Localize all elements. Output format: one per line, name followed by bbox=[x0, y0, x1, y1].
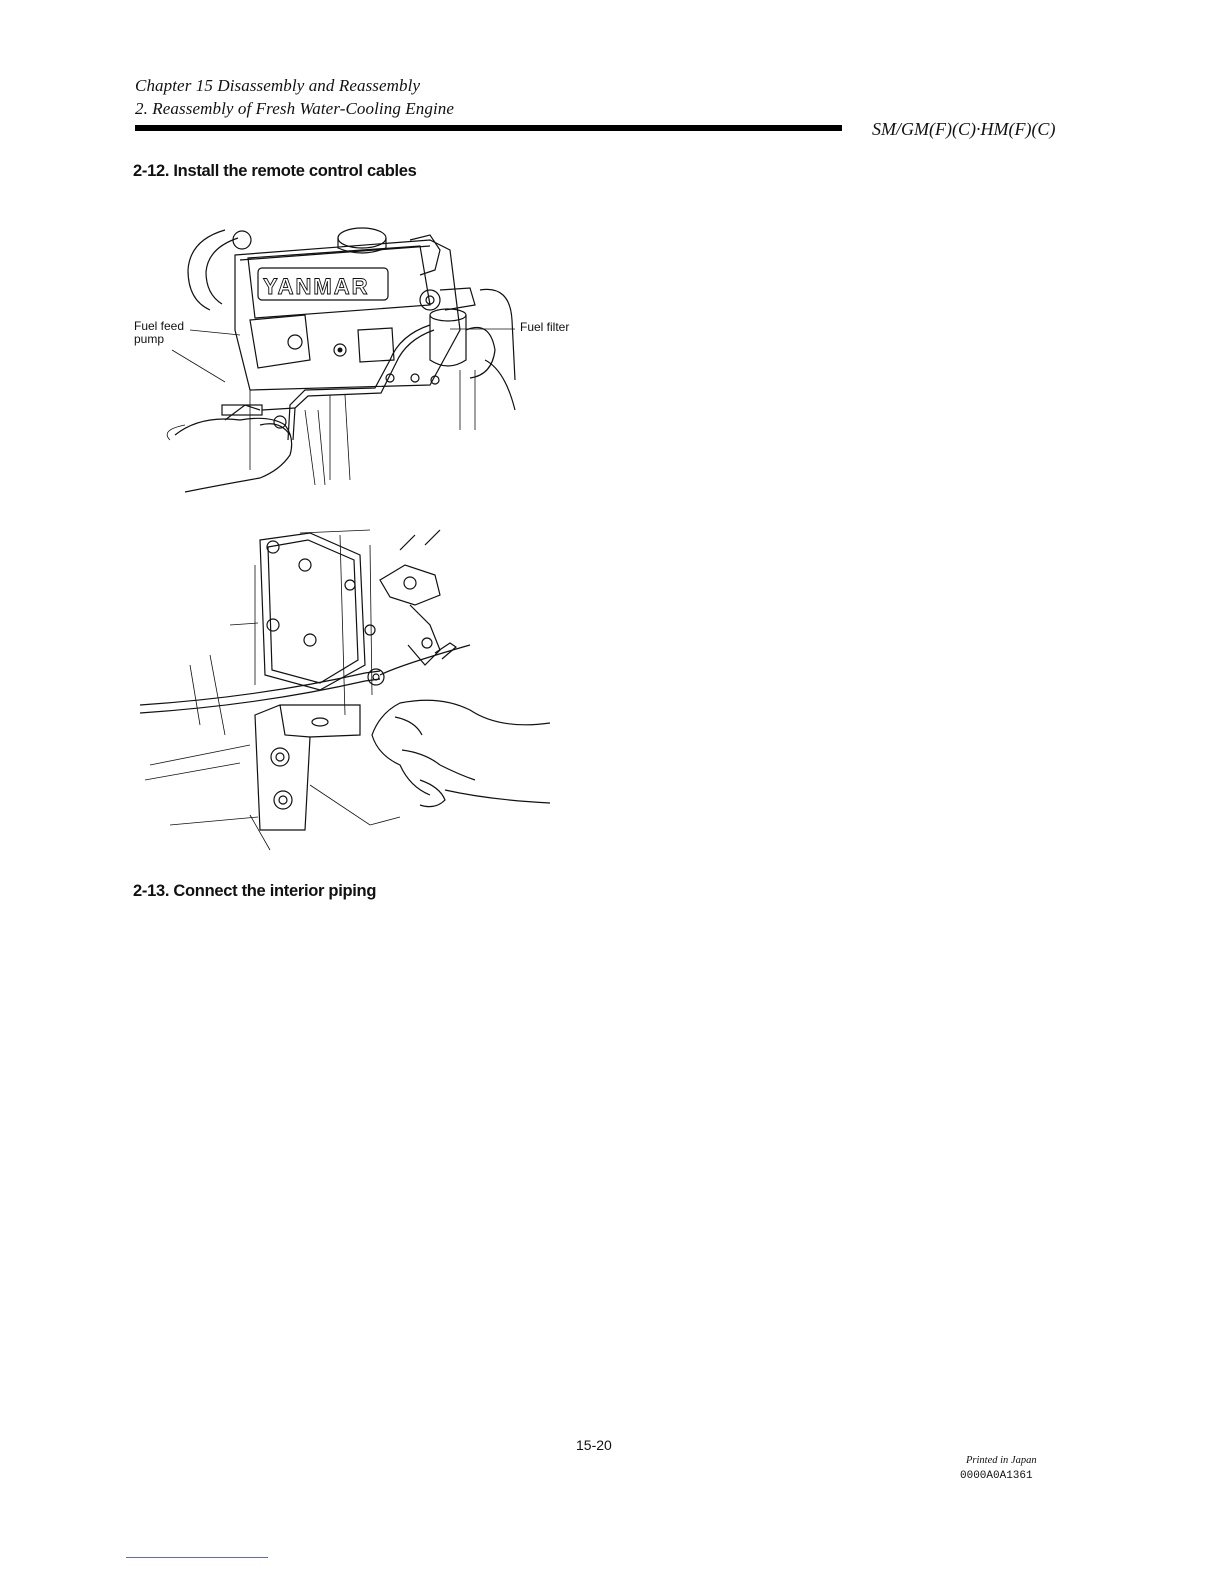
section-subtitle: 2. Reassembly of Fresh Water-Cooling Engine bbox=[135, 99, 455, 118]
brand-label: YANMAR bbox=[263, 274, 370, 299]
engine-illustration bbox=[130, 210, 600, 500]
document-code: 0000A0A1361 bbox=[960, 1470, 1033, 1482]
printed-in-japan: Printed in Japan bbox=[966, 1455, 1037, 1466]
page-number: 15-20 bbox=[576, 1437, 612, 1453]
fuel-feed-pump-callout: Fuel feed pump bbox=[134, 319, 185, 346]
remote-cable-illustration bbox=[140, 525, 560, 860]
cable-drawing bbox=[140, 525, 560, 860]
model-designation: SM/GM(F)(C)·HM(F)(C) bbox=[872, 119, 1056, 139]
fuel-filter-callout: Fuel filter bbox=[520, 320, 570, 334]
engine-drawing bbox=[130, 210, 600, 500]
footnote-rule bbox=[126, 1557, 268, 1558]
section-heading-2-12: 2-12. Install the remote control cables bbox=[133, 162, 417, 180]
header-rule bbox=[135, 125, 842, 131]
chapter-title: Chapter 15 Disassembly and Reassembly bbox=[135, 76, 421, 95]
section-heading-2-13: 2-13. Connect the interior piping bbox=[133, 882, 377, 900]
